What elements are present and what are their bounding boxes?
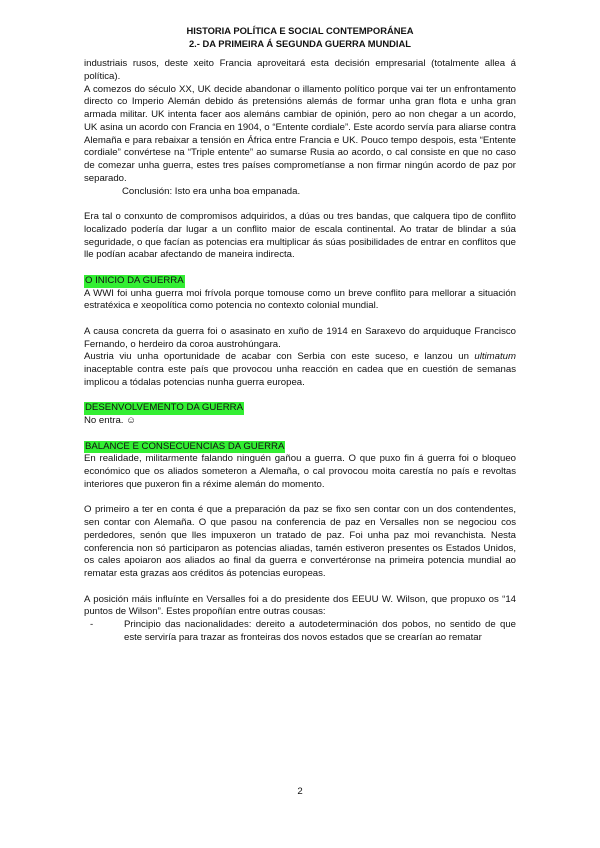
ultimatum-emphasis: ultimatum bbox=[474, 351, 516, 363]
page-number: 2 bbox=[297, 786, 303, 797]
list-item bbox=[84, 619, 516, 645]
list-bullet: - bbox=[90, 619, 94, 630]
document-body bbox=[84, 58, 516, 645]
paragraph-blockade: En realidade, militarmente falando ninguén gañou a guerra. O que puxo fin á guerra foi o bloqueo económico que os aliados someteron a Alemaña, o cal provocou moita carestía no país e revoltas interiores que puxeron fin a réxime alemán do momento. bbox=[84, 453, 516, 490]
header-course-title: HISTORIA POLÍTICA E SOCIAL CONTEMPORÁNEA bbox=[186, 25, 414, 36]
paragraph-versailles: O primeiro a ter en conta é que a preparación da paz se fixo sen contar con un dos contendentes, sen contar con Alemaña. O que pasou na conferencia de paz en Versalles non se negociou cos perdedores, senón que lles impuxeron un tratado de paz. Foi unha paz moi revanchista. Nesta conferencia non só participaron as potencias aliadas, tamén estiveron presentes os Estados Unidos, os cales apoiaron aos aliados ao final da guerra e convertéronse na primeira potencia mundial ao rematar esta grazas aos créditos ás potencias europeas. bbox=[84, 504, 516, 579]
paragraph-cause: A causa concreta da guerra foi o asasinato en xuño de 1914 en Saraxevo do arquiduque Francisco Fernando, o herdeiro da coroa austrohúngara. bbox=[84, 325, 516, 350]
header-unit-title: 2.- DA PRIMEIRA Á SEGUNDA GUERRA MUNDIAL bbox=[188, 38, 412, 49]
page-header bbox=[0, 24, 600, 50]
section-heading-development bbox=[84, 402, 516, 415]
paragraph-conclusion: Conclusión: Isto era unha boa empanada. bbox=[122, 185, 301, 197]
paragraph-entente-cordiale: A comezos do século XX, UK decide abandonar o illamento político porque vai ter un enfrontamento directo co Imperio Alemán debido ás pretensións alemás de formar unha gran flota e unha gran armada militar. UK intenta facer aos alemáns cambiar de opinión, pero ao non chegar a un acordo, UK asina un acordo con Francia en 1904, o “Entente cordiale”. Este acordo servía para aliarse contra Alemaña e para rebaixar a tensión en África entre Francia e UK. Pouco tempo despois, esta “Entente cordiale” convértese na “Triple entente” ao sumarse Rusia ao acordo, o cal consiste en que no caso de comezar unha guerra, estes tres países comprometíanse a non firmar ningún acordo de paz por separado. bbox=[84, 83, 516, 184]
heading-highlight: BALANCE E CONSECUENCIAS DA GUERRA bbox=[85, 440, 285, 452]
paragraph-austria-ultimatum: Austria viu unha oportunidade de acabar con Serbia con este suceso, e lanzou un ultimatum inaceptable contra este país que provocou unha reacción en cadea que en cuestión de semanas implicou a tódalas potencias nunha guerra europea. bbox=[84, 351, 516, 388]
paragraph-russian-industries: industriais rusos, deste xeito Francia aproveitará esta decisión empresarial (totalmente allea á política). bbox=[84, 58, 516, 82]
list-item-text: Principio das nacionalidades: dereito a autodeterminación dos pobos, no sentido de que este serviría para trazar as fronteiras dos novos estados que se crearían ao rematar bbox=[124, 619, 516, 643]
paragraph-not-included: No entra. ☺ bbox=[84, 415, 136, 426]
paragraph-commitments: Era tal o conxunto de compromisos adquiridos, a dúas ou tres bandas, que calquera tipo de conflito localizado podería dar lugar a un conflito maior de escala continental. Ao tratar de blindar a súa seguridade, o que facían as potencias era multiplicar ás súas posibilidades de entrar en conflitos que lle podían acabar afectando de maneira indirecta. bbox=[84, 211, 516, 261]
heading-highlight: O INICIO DA GUERRA bbox=[85, 274, 184, 286]
paragraph-wilson: A posición máis influínte en Versalles foi a do presidente dos EEUU W. Wilson, que propuxo os “14 puntos de Wilson”. Estes propoñían entre outras cousas: bbox=[84, 593, 516, 618]
section-heading-start bbox=[84, 275, 516, 288]
heading-highlight: DESENVOLVEMENTO DA GUERRA bbox=[85, 402, 243, 414]
paragraph-frivolous-war: A WWI foi unha guerra moi frívola porque tomouse como un breve conflito para mellorar a situación estratéxica e xeopolítica como potencia no contexto colonial mundial. bbox=[84, 287, 516, 312]
section-heading-consequences bbox=[84, 441, 516, 454]
